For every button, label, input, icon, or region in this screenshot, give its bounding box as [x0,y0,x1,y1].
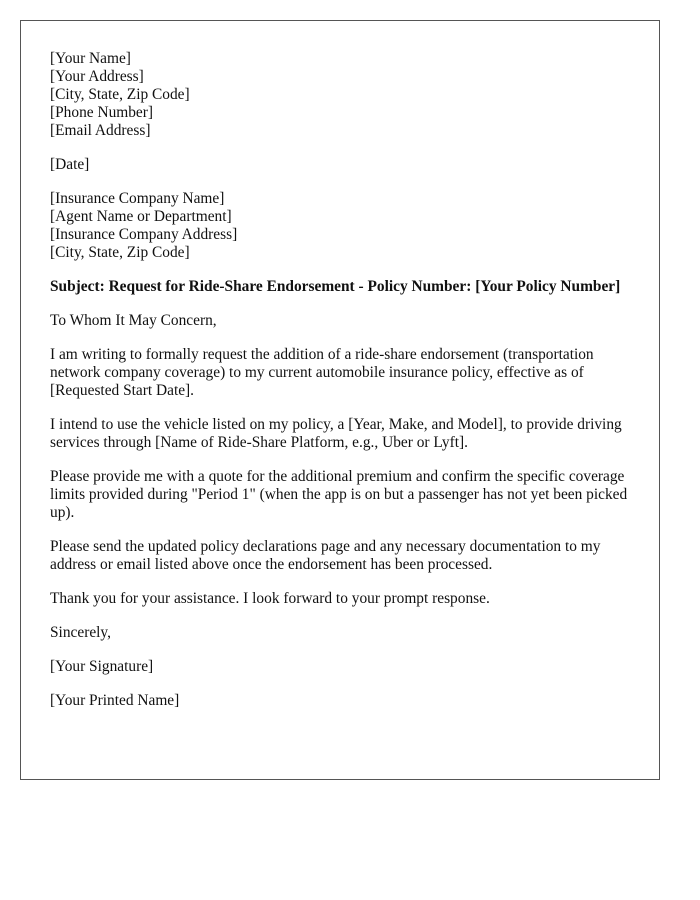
sender-email: [Email Address] [50,122,151,139]
sender-city-state-zip: [City, State, Zip Code] [50,86,190,103]
body-paragraph-request: I am writing to formally request the addition of a ride-share endorsement (transportation network company coverage) to my current automobile insurance policy, effective as of [Requested Start Date]. [50,346,594,399]
sender-phone: [Phone Number] [50,104,154,121]
body-paragraph-documents: Please send the updated policy declarations page and any necessary documentation to my address or email listed above once the endorsement has been processed. [50,538,601,573]
closing: Sincerely, [50,624,111,641]
date-line [50,156,631,174]
recipient-company-address: [Insurance Company Address] [50,226,238,243]
sender-street-address: [Your Address] [50,68,144,85]
body-paragraph-thanks: Thank you for your assistance. I look forward to your prompt response. [50,590,490,607]
sender-address-block [50,50,631,140]
signature: [Your Signature] [50,658,154,675]
letter-page [20,20,660,780]
recipient-address-block [50,190,631,262]
letter-date: [Date] [50,156,90,173]
subject-line: Subject: Request for Ride-Share Endorsement - Policy Number: [Your Policy Number] [50,278,621,295]
recipient-city-state-zip: [City, State, Zip Code] [50,244,190,261]
recipient-agent: [Agent Name or Department] [50,208,232,225]
salutation: To Whom It May Concern, [50,312,217,329]
printed-name: [Your Printed Name] [50,692,180,709]
body-paragraph-quote: Please provide me with a quote for the additional premium and confirm the specific coverage limits provided during "Period 1" (when the app is on but a passenger has not yet been picked up). [50,468,628,521]
body-paragraph-vehicle: I intend to use the vehicle listed on my policy, a [Year, Make, and Model], to provide driving services through [Name of Ride-Share Platform, e.g., Uber or Lyft]. [50,416,622,451]
sender-name: [Your Name] [50,50,131,67]
recipient-company-name: [Insurance Company Name] [50,190,225,207]
